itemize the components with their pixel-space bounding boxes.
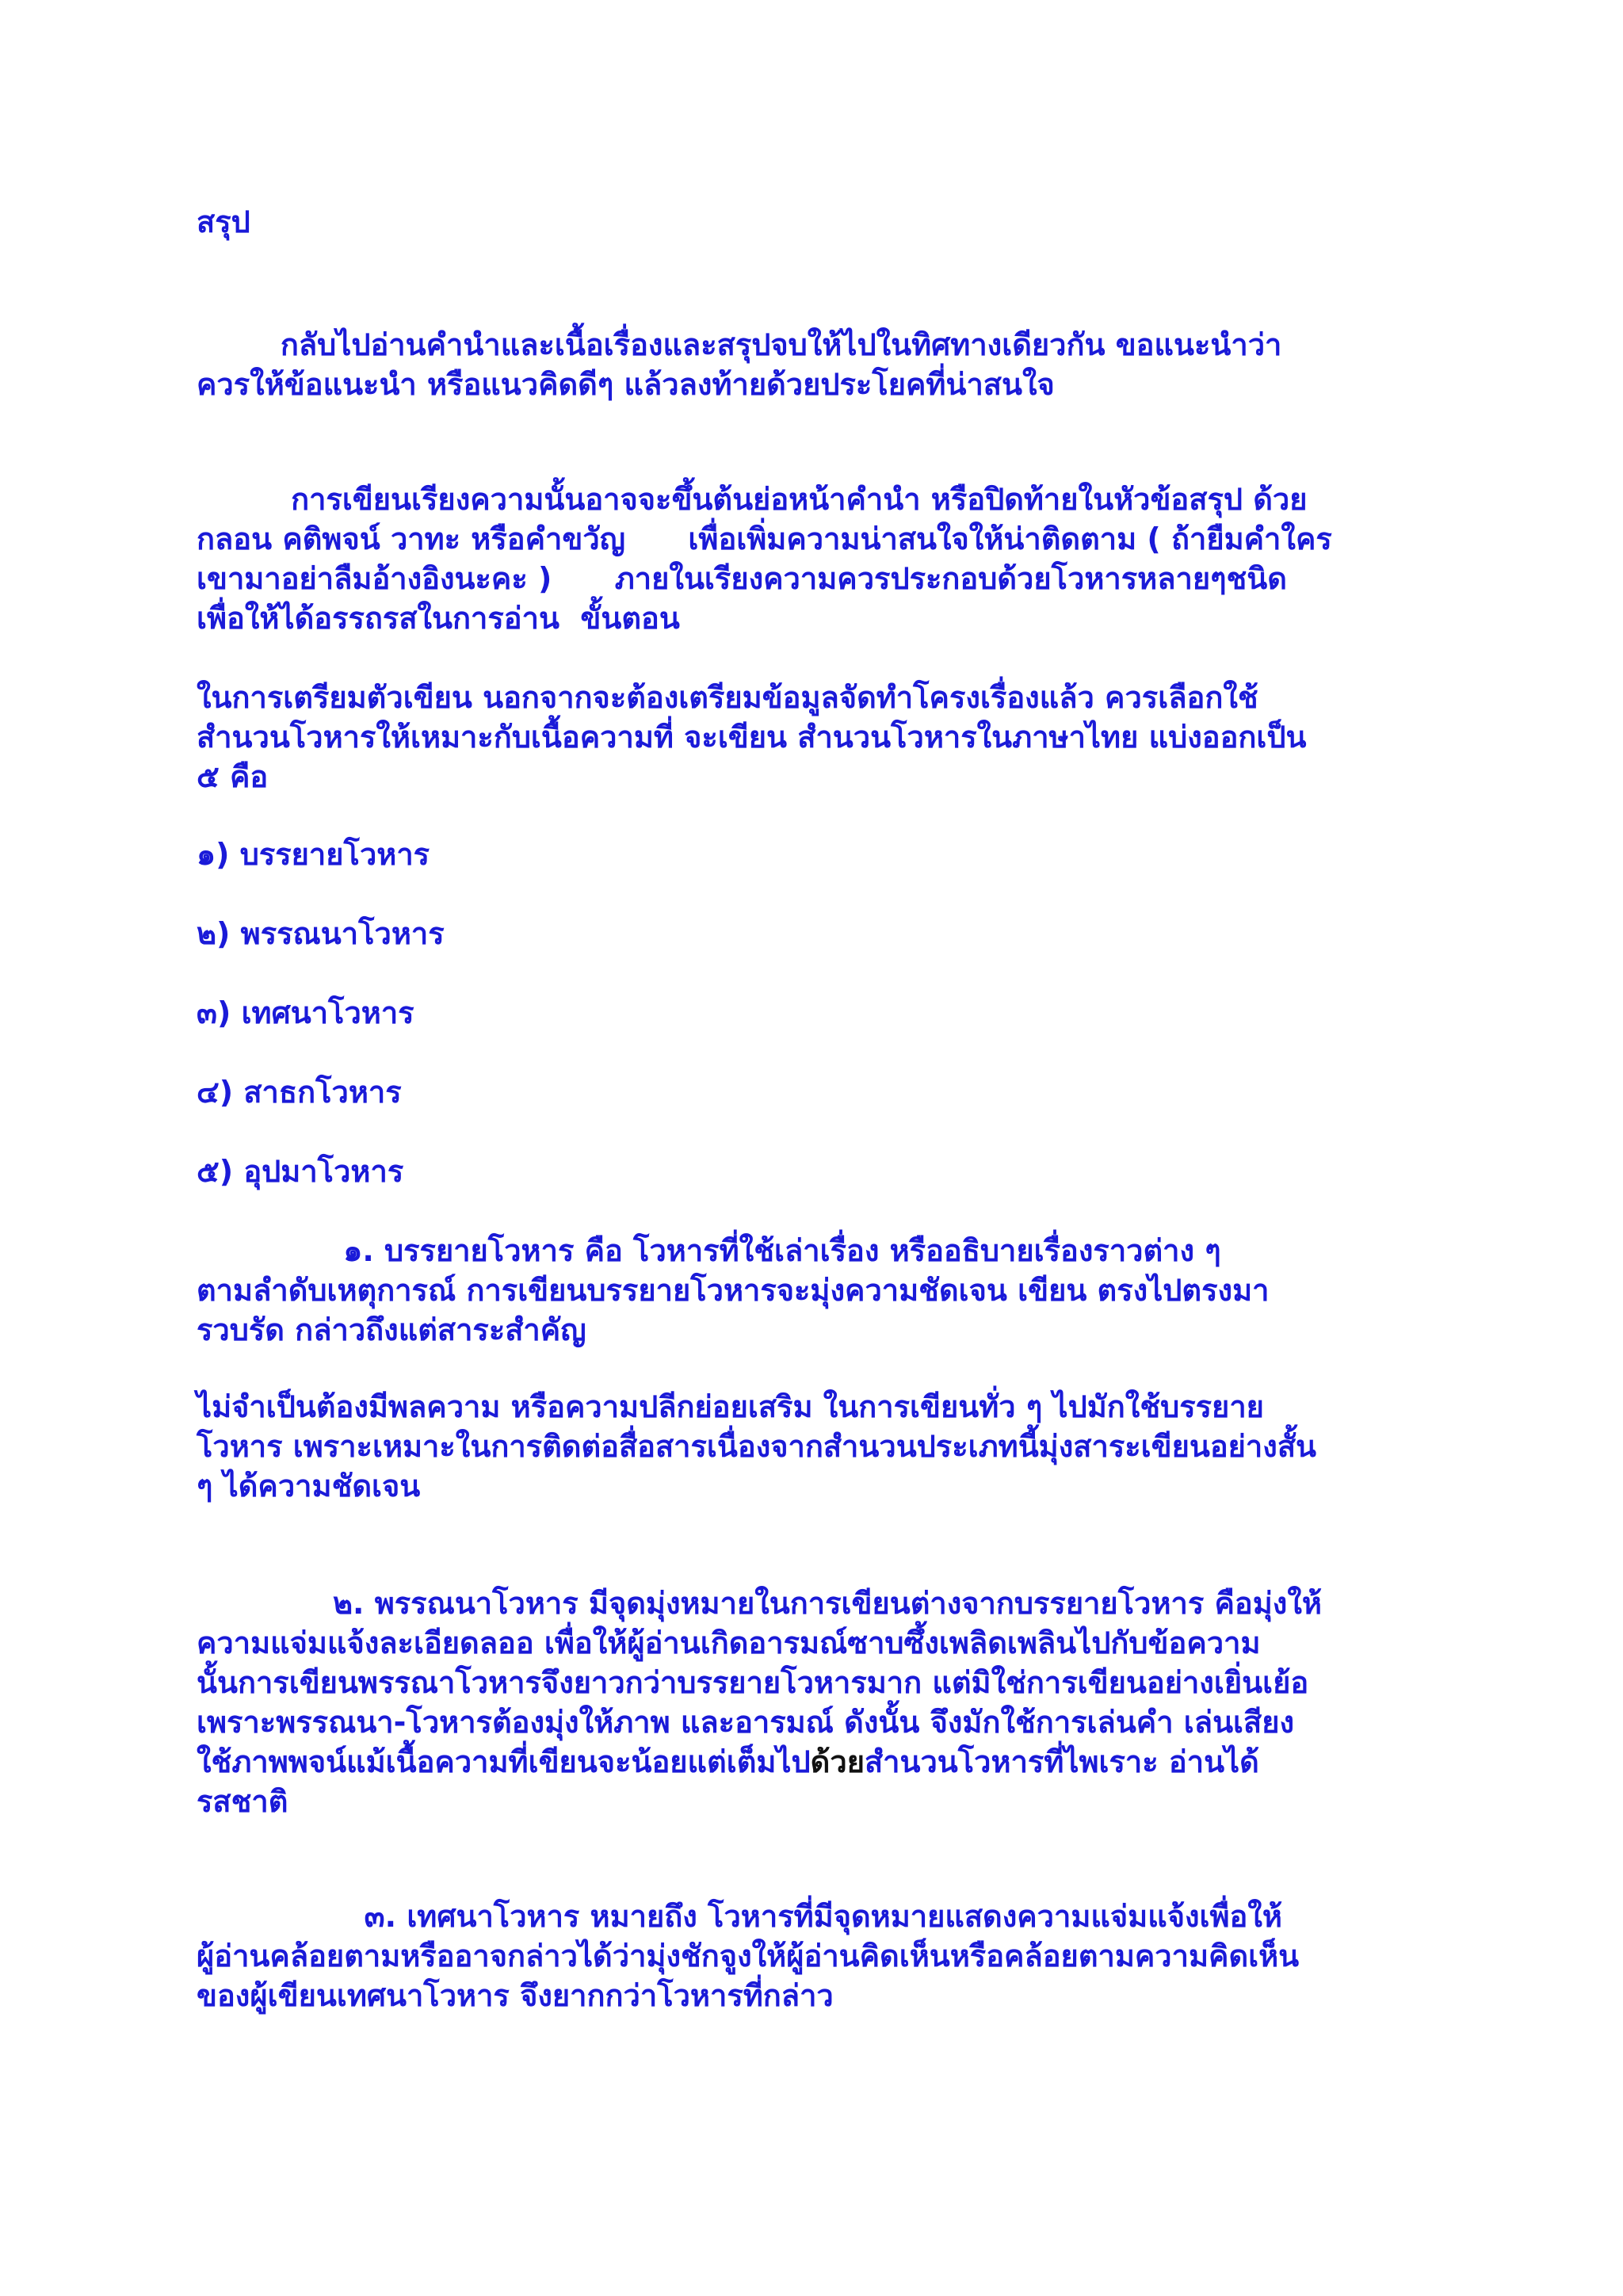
paragraph-line: ๒. พรรณนาโวหาร มีจุดมุ่งหมายในการเขียนต่างจากบรรยายโวหาร คือมุ่งให้ — [197, 1586, 1322, 1621]
list-item-text: ๔) สาธกโวหาร — [197, 1075, 402, 1110]
list-item-exposition — [197, 993, 1465, 1033]
list-item-text: ๑) บรรยายโวหาร — [197, 837, 430, 872]
paragraph-essay-writing — [197, 479, 1465, 638]
text-run: ใช้ภาพพจน์แม้เนื้อความที่เขียนจะน้อยแต่เต็มไป — [197, 1744, 811, 1779]
paragraph-line: ๑. บรรยายโวหาร คือ โวหารที่ใช้เล่าเรื่อง หรืออธิบายเรื่องราวต่าง ๆ — [197, 1233, 1221, 1268]
paragraph-conclusion-advice — [197, 325, 1465, 404]
paragraph-line: การเขียนเรียงความนั้นอาจจะขึ้นต้นย่อหน้าคำนำ หรือปิดท้ายในหัวข้อสรุป ด้วย — [197, 482, 1308, 517]
paragraph-line: ผู้อ่านคล้อยตามหรืออาจกล่าวได้ว่ามุ่งชักจูงให้ผู้อ่านคิดเห็นหรือคล้อยตามความคิดเห็น — [197, 1939, 1300, 1973]
list-item-text: ๕) อุปมาโวหาร — [197, 1154, 404, 1189]
paragraph-line: กลอน คติพจน์ วาทะ หรือคำขวัญ เพื่อเพิ่มความน่าสนใจให้น่าติดตาม ( ถ้ายืมคำใคร — [197, 521, 1332, 556]
paragraph-exposition-style — [197, 1897, 1465, 2015]
paragraph-descriptive-style — [197, 1584, 1465, 1821]
section-heading — [197, 202, 1465, 242]
paragraph-narrative-style — [197, 1231, 1465, 1350]
paragraph-line: ความแจ่มแจ้งละเอียดลออ เพื่อให้ผู้อ่านเกิดอารมณ์ซาบซึ้งเพลิดเพลินไปกับข้อความ — [197, 1626, 1261, 1660]
paragraph-line: ๕ คือ — [197, 759, 269, 794]
emphasis-word: ด้วย — [810, 1744, 865, 1779]
list-item-narrative — [197, 835, 1465, 874]
paragraph-preparation — [197, 678, 1465, 797]
list-item-text: ๒) พรรณนาโวหาร — [197, 916, 445, 951]
list-item-text: ๓) เทศนาโวหาร — [197, 995, 414, 1030]
paragraph-line: โวหาร เพราะเหมาะในการติดต่อสื่อสารเนื่องจากสำนวนประเภทนี้มุ่งสาระเขียนอย่างสั้น — [197, 1429, 1316, 1464]
list-item-analogy — [197, 1152, 1465, 1191]
paragraph-line: สำนวนโวหารให้เหมาะกับเนื้อความที่ จะเขียน สำนวนโวหารในภาษาไทย แบ่งออกเป็น — [197, 720, 1307, 755]
paragraph-line: ๆ ได้ความชัดเจน — [197, 1469, 421, 1503]
paragraph-line: ของผู้เขียนเทศนาโวหาร จึงยากกว่าโวหารที่กล่าว — [197, 1978, 834, 2013]
paragraph-line: กลับไปอ่านคำนำและเนื้อเรื่องและสรุปจบให้ไปในทิศทางเดียวกัน ขอแนะนำว่า — [197, 327, 1282, 362]
paragraph-line-mixed — [197, 1742, 1465, 1782]
paragraph-line: ควรให้ข้อแนะนำ หรือแนวคิดดีๆ แล้วลงท้ายด้วยประโยคที่น่าสนใจ — [197, 367, 1055, 402]
list-item-descriptive — [197, 914, 1465, 953]
paragraph-line: รสชาติ — [197, 1784, 288, 1819]
paragraph-line: ไม่จำเป็นต้องมีพลความ หรือความปลีกย่อยเสริม ในการเขียนทั่ว ๆ ไปมักใช้บรรยาย — [197, 1389, 1264, 1424]
paragraph-line: ๓. เทศนาโวหาร หมายถึง โวหารที่มีจุดหมายแสดงความแจ่มแจ้งเพื่อให้ — [197, 1899, 1282, 1934]
paragraph-line: เขามาอย่าลืมอ้างอิงนะคะ ) ภายในเรียงความควรประกอบด้วยโวหารหลายๆชนิด — [197, 561, 1287, 596]
paragraph-line: ตามลำดับเหตุการณ์ การเขียนบรรยายโวหารจะมุ่งความชัดเจน เขียน ตรงไปตรงมา — [197, 1273, 1270, 1308]
paragraph-narrative-usage — [197, 1387, 1465, 1506]
list-item-illustration — [197, 1072, 1465, 1112]
paragraph-line: นั้นการเขียนพรรณาโวหารจึงยาวกว่าบรรยายโวหารมาก แต่มิใช่การเขียนอย่างเยิ่นเย้อ — [197, 1665, 1309, 1700]
text-run: สำนวนโวหารที่ไพเราะ อ่านได้ — [864, 1744, 1259, 1779]
paragraph-line: เพราะพรรณนา-โวหารต้องมุ่งให้ภาพ และอารมณ์ ดังนั้น จึงมักใช้การเล่นคำ เล่นเสียง — [197, 1705, 1295, 1740]
paragraph-line: รวบรัด กล่าวถึงแต่สาระสำคัญ — [197, 1312, 586, 1347]
paragraph-line: ในการเตรียมตัวเขียน นอกจากจะต้องเตรียมข้อมูลจัดทำโครงเรื่องแล้ว ควรเลือกใช้ — [197, 680, 1258, 715]
paragraph-line: เพื่อให้ได้อรรถรสในการอ่าน ขั้นตอน — [197, 601, 680, 636]
heading-text: สรุป — [197, 204, 250, 239]
